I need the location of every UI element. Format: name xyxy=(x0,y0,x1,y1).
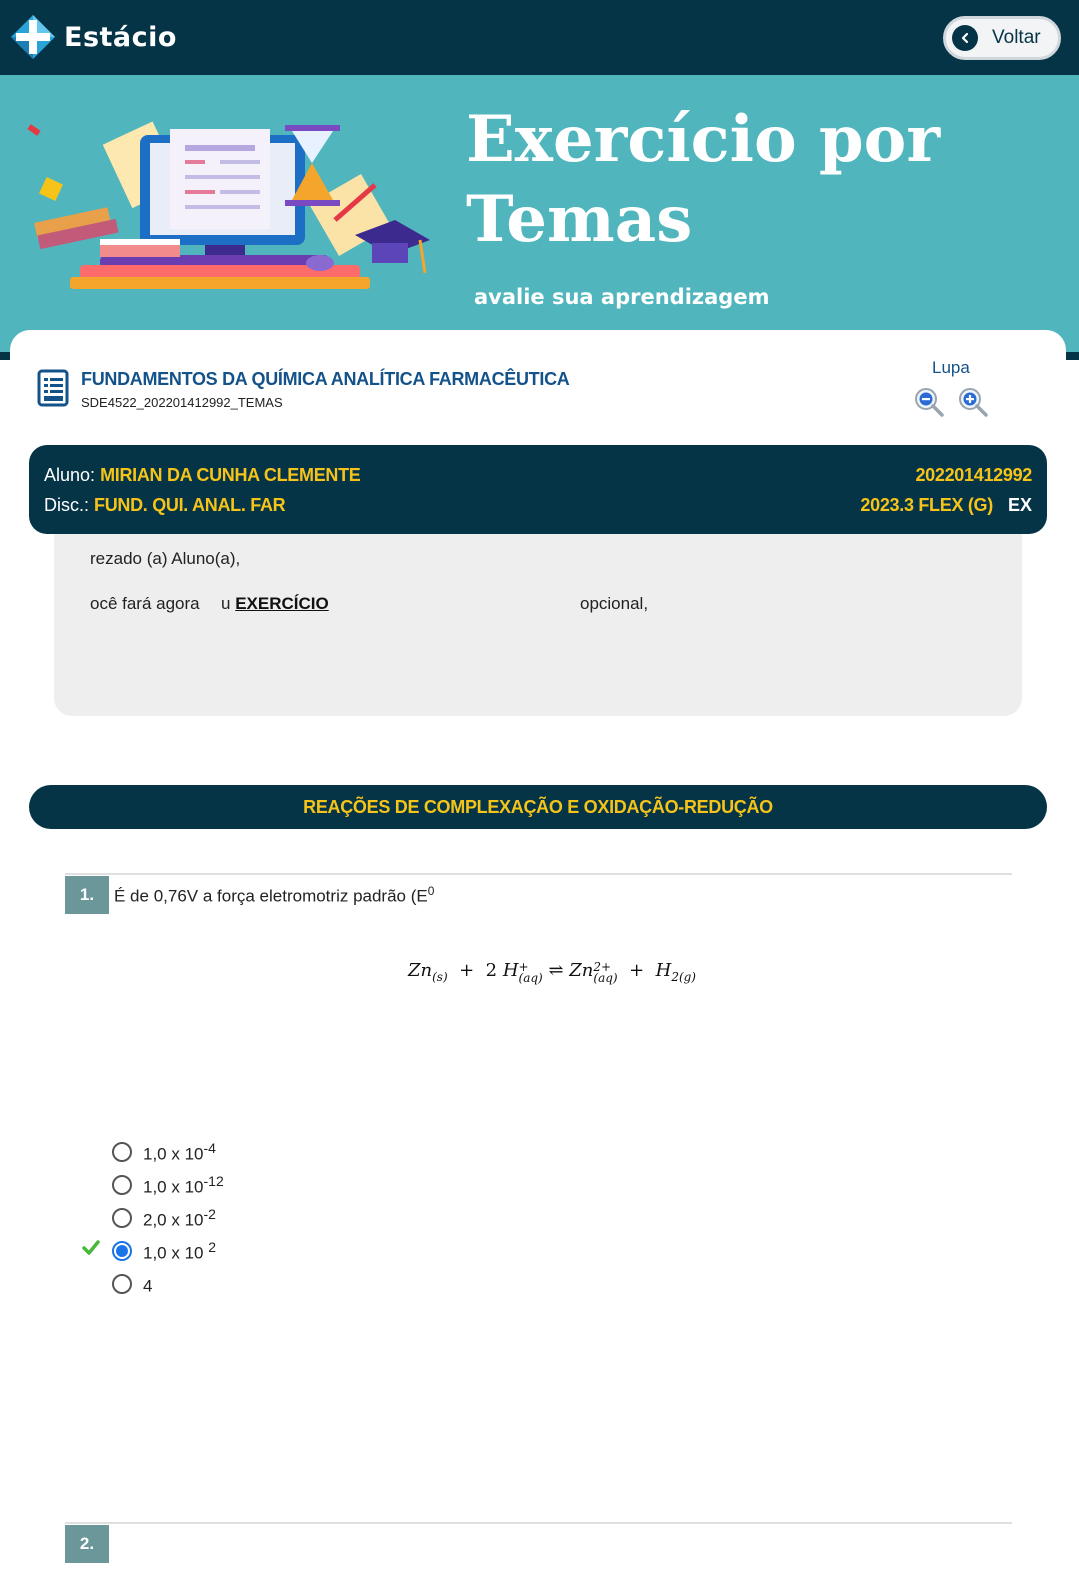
option-label xyxy=(143,1140,216,1165)
option-exponent: 2 xyxy=(208,1238,217,1255)
eq-zn-ion: Zn xyxy=(569,960,594,981)
question-divider xyxy=(65,1522,1012,1524)
correct-check-icon xyxy=(82,1240,100,1256)
eq-zn-charge: 2+ xyxy=(593,960,612,974)
question-divider xyxy=(65,873,1012,875)
option-label xyxy=(143,1173,224,1198)
study-illustration xyxy=(20,115,450,305)
option-label xyxy=(143,1239,216,1264)
option-exponent: -4 xyxy=(203,1139,216,1156)
radio-button-selected[interactable] xyxy=(112,1241,132,1261)
discipline-name: FUND. QUI. ANAL. FAR xyxy=(94,495,286,515)
top-bar xyxy=(0,0,1079,75)
chevron-left-icon xyxy=(952,25,978,51)
zoom-out-icon[interactable] xyxy=(913,386,945,418)
course-code: SDE4522_202201412992_TEMAS xyxy=(81,395,283,410)
answer-option-c[interactable] xyxy=(112,1207,216,1229)
student-id: 202201412992 xyxy=(915,465,1032,485)
question-text xyxy=(114,884,434,907)
hero-subtitle: avalie sua aprendizagem xyxy=(474,285,770,309)
brand-name: Estácio xyxy=(64,21,177,53)
option-exponent: -2 xyxy=(203,1205,216,1222)
eq-equilibrium-arrow: ⇌ xyxy=(548,960,564,981)
period-row xyxy=(860,495,1032,516)
estacio-logo[interactable] xyxy=(10,14,177,60)
course-title: FUNDAMENTOS DA QUÍMICA ANALÍTICA FARMACÊUTICA xyxy=(81,369,570,389)
eq-h: H xyxy=(502,960,519,981)
eq-coefficient: 2 xyxy=(485,960,498,981)
magnifier-label: Lupa xyxy=(932,358,970,377)
option-label xyxy=(143,1272,152,1297)
option-base: 1,0 x 10 xyxy=(143,1144,204,1164)
student-name: MIRIAN DA CUNHA CLEMENTE xyxy=(100,465,361,485)
eq-h2: H xyxy=(655,960,672,981)
radio-button[interactable] xyxy=(112,1175,132,1195)
instructions-prefix: u xyxy=(221,594,231,613)
eq-plus-2: + xyxy=(629,960,645,981)
discipline-row xyxy=(44,495,285,516)
eq-zn-ion-state: (aq) xyxy=(593,971,618,985)
theme-label: REAÇÕES DE COMPLEXAÇÃO E OXIDAÇÃO-REDUÇÃO xyxy=(303,796,773,817)
answer-option-b[interactable] xyxy=(112,1174,224,1196)
eq-h-state: (aq) xyxy=(518,971,543,985)
option-base: 1,0 x 10 xyxy=(143,1243,209,1263)
student-info-bar xyxy=(29,445,1047,534)
question-number-badge: 1. xyxy=(65,876,109,914)
back-label: Voltar xyxy=(992,27,1041,48)
hero-title xyxy=(466,100,940,260)
document-list-icon xyxy=(37,369,71,407)
exercise-type: EX xyxy=(1007,495,1032,515)
instructions-text-3: opcional, xyxy=(580,594,649,613)
eq-plus-1: + xyxy=(459,960,475,981)
radio-button[interactable] xyxy=(112,1142,132,1162)
student-label: Aluno: xyxy=(44,465,96,485)
answer-option-a[interactable] xyxy=(112,1141,216,1163)
question-superscript: 0 xyxy=(427,884,435,898)
eq-h2-state: 2(g) xyxy=(671,970,696,984)
radio-button[interactable] xyxy=(112,1274,132,1294)
estacio-logo-icon xyxy=(10,14,56,60)
back-button[interactable] xyxy=(943,16,1061,60)
period: 2023.3 FLEX (G) xyxy=(860,495,993,515)
radio-button[interactable] xyxy=(112,1208,132,1228)
eq-zn: Zn xyxy=(408,960,433,981)
instructions-text-2 xyxy=(221,594,329,614)
option-base: 2,0 x 10 xyxy=(143,1210,204,1230)
zoom-in-icon[interactable] xyxy=(957,386,989,418)
eq-h-charge: + xyxy=(518,960,529,974)
answer-option-e[interactable] xyxy=(112,1273,152,1295)
hero-title-line1: Exercício por xyxy=(466,102,941,177)
instructions-text-1: ocê fará agora xyxy=(90,594,200,613)
discipline-label: Disc.: xyxy=(44,495,89,515)
question-number-badge: 2. xyxy=(65,1525,109,1563)
student-row xyxy=(44,465,361,486)
eq-zn-state: (s) xyxy=(432,970,448,984)
option-base: 4 xyxy=(143,1276,153,1296)
chemical-equation xyxy=(408,960,696,984)
greeting-text: rezado (a) Aluno(a), xyxy=(90,549,241,568)
option-label xyxy=(143,1206,216,1231)
question-statement: É de 0,76V a força eletromotriz padrão (E xyxy=(114,886,428,906)
hero-title-line2: Temas xyxy=(466,182,693,257)
option-base: 1,0 x 10 xyxy=(143,1177,204,1197)
answer-option-d[interactable] xyxy=(112,1240,216,1262)
exercise-word: EXERCÍCIO xyxy=(235,594,329,613)
option-exponent: -12 xyxy=(203,1172,224,1189)
theme-header xyxy=(29,785,1047,829)
